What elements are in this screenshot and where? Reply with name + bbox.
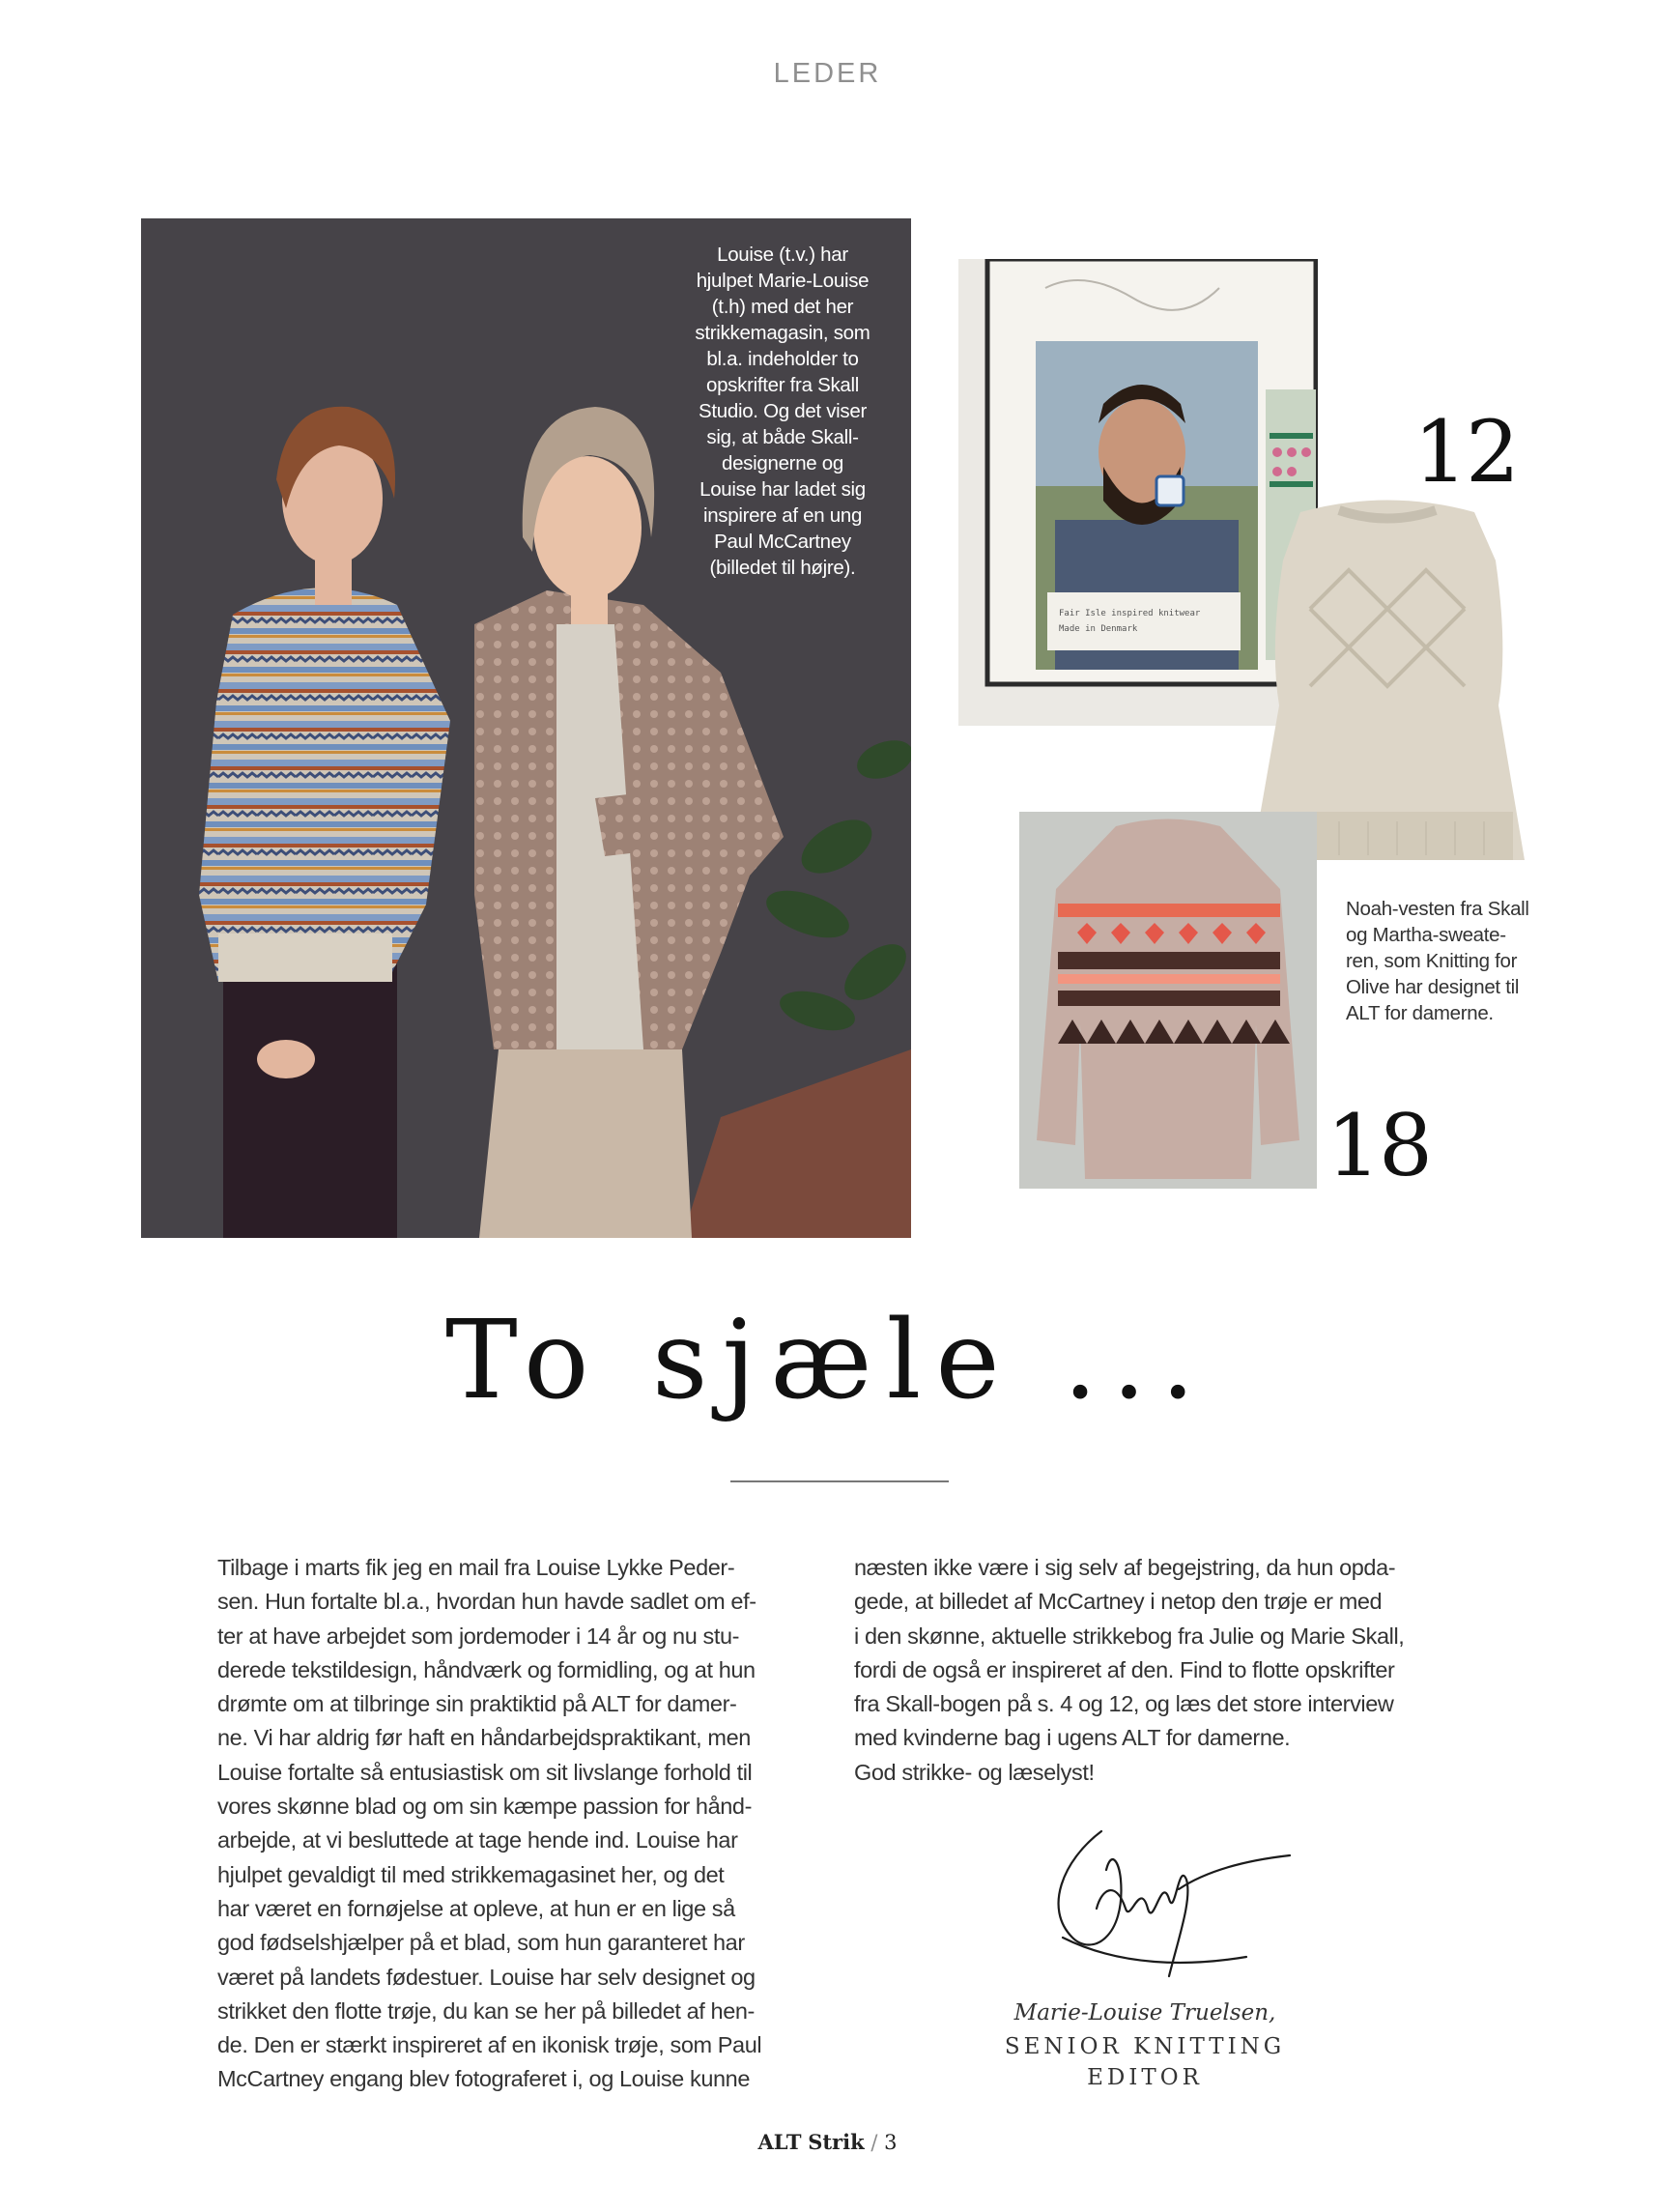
- caption-line: Studio. Og det viser: [698, 400, 868, 422]
- signoff-title-line: EDITOR: [1087, 2065, 1203, 2090]
- body-line: de. Den er stærkt inspireret af en ikonisk trøje, som Paul: [217, 2032, 762, 2058]
- side-caption: [1346, 896, 1568, 1026]
- body-line: arbejde, at vi besluttede at tage hende ind. Louise har: [217, 1827, 738, 1853]
- body-line: drømte om at tilbringe sin praktiktid på ALT for damer-: [217, 1691, 737, 1717]
- body-line: fordi de også er inspireret af den. Find to flotte opskrifter: [854, 1656, 1395, 1682]
- page-ref-12: 12: [1413, 402, 1518, 502]
- page-ref-18: 18: [1327, 1096, 1431, 1195]
- body-line: McCartney engang blev fotograferet i, og Louise kunne: [217, 2066, 750, 2092]
- caption-line: Louise har ladet sig: [699, 478, 866, 501]
- vest-image: [1242, 493, 1537, 865]
- caption-line: inspirere af en ung: [702, 504, 863, 527]
- article-headline: To sjæle ...: [444, 1298, 1211, 1423]
- section-label: LEDER: [773, 58, 882, 89]
- sweater-image: [1019, 812, 1317, 1189]
- caption-line: (billedet til højre).: [709, 557, 856, 579]
- moodboard-card-line-1: Fair Isle inspired knitwear: [1059, 609, 1201, 618]
- body-line: Tilbage i marts fik jeg en mail fra Louise Lykke Peder-: [217, 1555, 735, 1580]
- footer-brand-b: Strik: [808, 2130, 865, 2154]
- body-line: God strikke- og læselyst!: [854, 1759, 1095, 1785]
- body-line: vores skønne blad og om sin kæmpe passion for hånd-: [217, 1794, 753, 1820]
- caption-line: sig, at både Skall-: [706, 426, 859, 448]
- body-line: været på landets fødestuer. Louise har selv designet og: [217, 1964, 756, 1990]
- footer-brand-a: ALT: [757, 2130, 802, 2154]
- body-line: ter at have arbejdet som jordemoder i 14 år og nu stu-: [217, 1623, 740, 1649]
- body-line: har været en fornøjelse at opleve, at hun er en lige så: [217, 1895, 735, 1921]
- sweater-illustration: [1019, 812, 1317, 1189]
- body-line: ne. Vi har aldrig før haft en håndarbejdspraktikant, men: [217, 1725, 751, 1751]
- caption-line: hjulpet Marie-Louise: [696, 270, 870, 292]
- body-line: fra Skall-bogen på s. 4 og 12, og læs det store interview: [854, 1691, 1394, 1717]
- signoff-name: Marie-Louise Truelsen,: [1013, 2000, 1276, 2025]
- caption-line: strikkemagasin, som: [695, 322, 870, 344]
- caption-line: opskrifter fra Skall: [705, 374, 860, 396]
- caption-line: og Martha-sweate-: [1346, 924, 1506, 946]
- caption-line: Paul McCartney: [714, 531, 851, 553]
- caption-line: Noah-vesten fra Skall: [1346, 898, 1529, 920]
- caption-line: ren, som Knitting for: [1346, 950, 1518, 972]
- main-photo-caption: [676, 242, 889, 581]
- body-line: gede, at billedet af McCartney i netop den trøje er med: [854, 1589, 1383, 1615]
- caption-line: bl.a. indeholder to: [706, 348, 859, 370]
- moodboard-card-line-2: Made in Denmark: [1059, 624, 1138, 634]
- caption-line: (t.h) med det her: [711, 296, 854, 318]
- body-line: god fødselshjælper på et blad, som hun garanteret har: [217, 1930, 745, 1956]
- body-column-left: [217, 1551, 826, 2097]
- body-line: strikket den flotte trøje, du kan se her på billedet af hen-: [217, 1997, 755, 2024]
- page-number: 3: [884, 2131, 898, 2154]
- signoff-title-line: SENIOR KNITTING: [1004, 2034, 1286, 2059]
- body-line: Louise fortalte så entusiastisk om sit livslange forhold til: [217, 1759, 753, 1785]
- footer-separator: /: [870, 2131, 878, 2154]
- body-line: næsten ikke være i sig selv af begejstring, da hun opda-: [854, 1555, 1396, 1580]
- headline-divider: [730, 1480, 949, 1482]
- body-line: sen. Hun fortalte bl.a., hvordan hun havde sadlet om ef-: [217, 1589, 756, 1615]
- caption-line: ALT for damerne.: [1346, 1002, 1494, 1024]
- signoff-title: [966, 2031, 1324, 2093]
- handwritten-signature: [1034, 1822, 1295, 1996]
- page-footer: [0, 2130, 1655, 2154]
- body-line: med kvinderne bag i ugens ALT for damerne.: [854, 1725, 1291, 1751]
- body-line: hjulpet gevaldigt til med strikkemagasinet her, og det: [217, 1861, 725, 1887]
- caption-line: Louise (t.v.) har: [717, 244, 848, 266]
- body-line: derede tekstildesign, håndværk og formidling, og at hun: [217, 1656, 756, 1682]
- body-column-right: [854, 1551, 1463, 1790]
- body-line: i den skønne, aktuelle strikkebog fra Julie og Marie Skall,: [854, 1623, 1405, 1649]
- vest-illustration: [1242, 493, 1537, 865]
- caption-line: designerne og: [721, 452, 844, 474]
- caption-line: Olive har designet til: [1346, 976, 1520, 998]
